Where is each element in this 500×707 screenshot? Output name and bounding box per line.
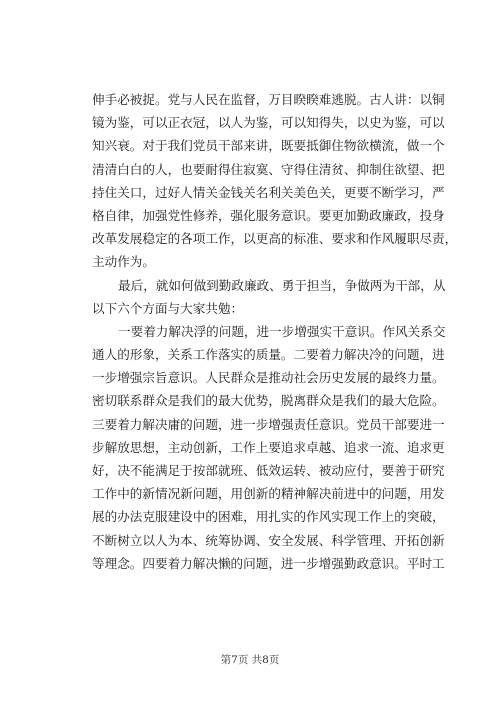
text-line: 伸手必被捉。党与人民在监督，万目睽睽难逃脱。古人讲：以铜	[92, 92, 445, 107]
text-line: 以下六个方面与大家共勉：	[92, 300, 244, 316]
text-line: 工作中的新情况新问题，用创新的精神解决前进中的问题，用发	[92, 486, 445, 502]
text-line: 步解放思想，主动创新，工作上要追求卓越、追求一流、追求更	[92, 439, 445, 455]
text-line: 密切联系群众是我们的最大优势，脱离群众是我们的最大危险。	[92, 393, 445, 409]
text-line: 不断树立以人为本、统筹协调、安全发展、科学管理、开拓创新	[92, 532, 445, 548]
text-line: 展的办法克服建设中的困难，用扎实的作风实现工作上的突破，	[92, 509, 445, 525]
text-line: 通人的形象，关系工作落实的质量。二要着力解决冷的问题，进	[92, 347, 445, 363]
text-line: 知兴衰。对于我们党员干部来讲，既要抵御住物欲横流，做一个	[92, 138, 445, 154]
paragraph-first-line: 一要着力解决浮的问题，进一步增强实干意识。作风关系交	[118, 323, 446, 339]
text-line: 清清白白的人，也要耐得住寂寞、守得住清贫、抑制住欲望、把	[92, 161, 445, 177]
text-line: 等理念。四要着力解决懒的问题，进一步增强勤政意识。平时工	[92, 555, 445, 571]
text-line: 镜为鉴，可以正衣冠，以人为鉴，可以知得失，以史为鉴，可以	[92, 115, 445, 131]
text-line: 主动作为。	[92, 254, 155, 270]
text-line: 三要着力解决庸的问题，进一步增强责任意识。党员干部要进一	[92, 416, 445, 432]
text-line: 持住关口，过好人情关金钱关名利关美色关，更要不断学习，严	[92, 184, 445, 200]
document-body	[92, 88, 458, 575]
paragraph-first-line: 最后，就如何做到勤政廉政、勇于担当，争做两为干部，从	[118, 277, 446, 293]
text-line: 格自律，加强党性修养，强化服务意识。要更加勤政廉政，投身	[92, 207, 445, 223]
text-line: 好，决不能满足于按部就班、低效运转、被动应付，要善于研究	[92, 463, 445, 478]
text-line: 改革发展稳定的各项工作，以更高的标准、要求和作风履职尽责，	[92, 231, 458, 247]
page-number-footer: 第7页 共8页	[220, 654, 280, 666]
text-line: 一步增强宗旨意识。人民群众是推动社会历史发展的最终力量。	[92, 370, 445, 386]
